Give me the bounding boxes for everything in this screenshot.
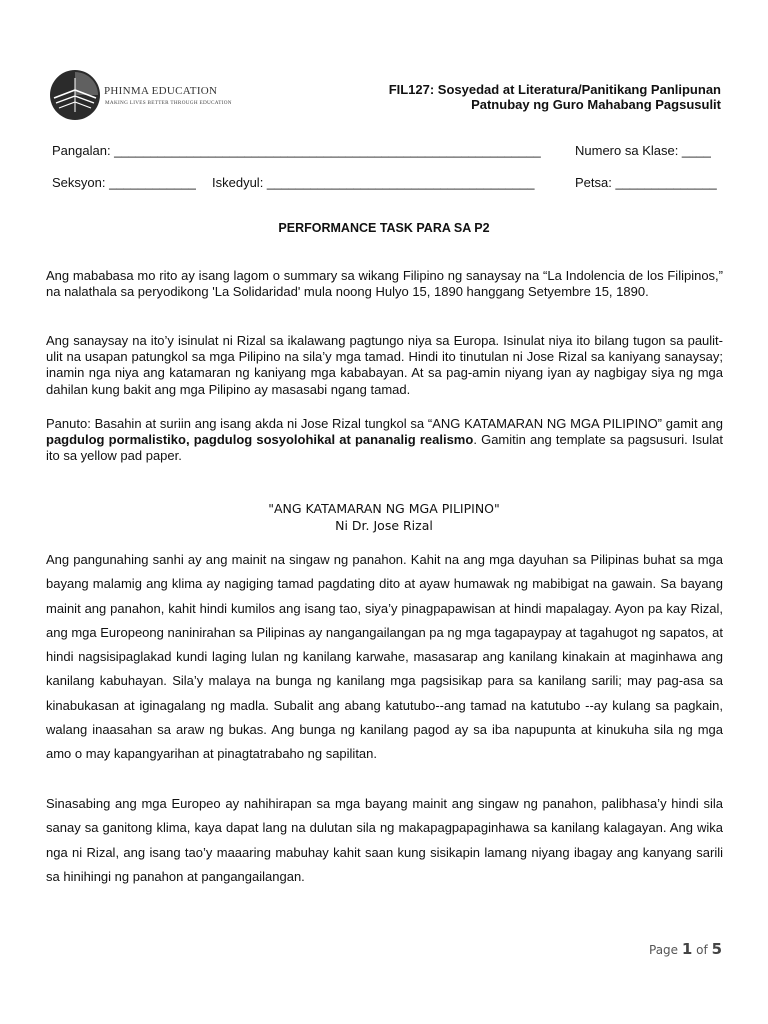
essay-heading [0, 500, 768, 534]
seksyon-field[interactable]: Seksyon: ____________ [52, 175, 196, 190]
numero-field[interactable]: Numero sa Klase: ____ [575, 143, 711, 158]
intro-paragraph-1: Ang mababasa mo rito ay isang lagom o summary sa wikang Filipino ng sanaysay na “La Indolencia de los Filipinos,” na nalathala sa peryodikong 'La Solidaridad' mula noong Hulyo 15, 1890 hanggang Setyembre 15, 1890. [46, 268, 723, 300]
essay-author: Ni Dr. Jose Rizal [335, 518, 433, 533]
page-current: 1 [681, 940, 693, 958]
course-title: FIL127: Sosyedad at Literatura/Panitikang Panlipunan [388, 82, 721, 97]
intro-paragraph-2: Ang sanaysay na ito’y isinulat ni Rizal sa ikalawang pagtungo niya sa Europa. Isinulat niya ito bilang tugon sa paulit-ulit na usapan patungkol sa mga Pilipino na sila’y mga tamad. Hindi ito tinutulan ni Jose Rizal sa kaniyang sanaysay; inamin nga niya ang katamaran ng kaniyang mga kababayan. At sa pag-amin niyang iyan ay nagbigay siya ng mga dahilan kung bakit ang mga Pilipino ay masasabi ngang tamad. [46, 333, 723, 397]
pangalan-field[interactable]: Pangalan: ___________________________________________________________ [52, 143, 541, 158]
petsa-field[interactable]: Petsa: ______________ [575, 175, 717, 190]
task-title: PERFORMANCE TASK PARA SA P2 [278, 221, 490, 235]
course-subtitle: Patnubay ng Guro Mahabang Pagsusulit [471, 97, 721, 112]
phinma-logo [48, 68, 232, 124]
phinma-globe-icon [48, 68, 102, 122]
instructions-text: Panuto: Basahin at suriin ang isang akda ni Jose Rizal tungkol sa “ANG KATAMARAN NG MGA PILIPINO” gamit ang [46, 416, 723, 431]
instructions-text-end: . Gamitin ang template sa pagsusuri. Isulat ito sa yellow pad paper. [46, 432, 724, 464]
page-total: 5 [711, 940, 722, 958]
instructions-paragraph [46, 416, 723, 465]
essay-paragraph-1: Ang pangunahing sanhi ay ang mainit na singaw ng panahon. Kahit na ang mga dayuhan sa Pilipinas buhat sa mga bayang malamig ang klima ay nagiging tamad pagdating dito at ayaw humawak ng mabibigat na gawain. Sa bayang mainit ang panahon, kahit hindi kumilos ang isang tao, siya’y pinagpapawisan at hindi mapalagay. Ayon pa kay Rizal, ang mga Europeong naninirahan sa Pilipinas ay nangangailangan pa ng mga tagapaypay at tagahugot ng sapatos, at hindi nagsisipaglakad kundi laging lulan ng kanilang karwahe, masasarap ang kanilang kinakain at maginhawa ang kanilang kabuhayan. Sila’y malaya na bunga ng kanilang mga pagsisikap para sa kanilang sarili; may pag-asa sa kinabukasan at iginagalang ng madla. Subalit ang abang katutubo--ang tamad na katutubo --ay kulang sa pagkain, walang inaasahan sa araw ng bukas. Ang bunga ng kanilang pagod ay sa iba napupunta at kinukuha sila ng mga amo o may kapangyarihan at pinagtatrabaho ng sapilitan. [46, 552, 723, 762]
logo-tagline: MAKING LIVES BETTER THROUGH EDUCATION [105, 100, 232, 106]
page-word: Page [649, 943, 679, 957]
instructions-bold: pagdulog pormalistiko, pagdulog sosyolohikal at pananalig realismo [46, 432, 474, 448]
course-header [389, 82, 721, 112]
iskedyul-field[interactable]: Iskedyul: _____________________________________ [212, 175, 535, 190]
logo-name: PHINMA EDUCATION [104, 85, 218, 97]
of-word: of [696, 943, 708, 957]
page-number [649, 940, 722, 958]
essay-paragraph-2: Sinasabing ang mga Europeo ay nahihirapan sa mga bayang mainit ang singaw ng panahon, palibhasa’y hindi sila sanay sa ganitong klima, kaya dapat lang na dulutan sila ng makapagpapaginhawa sa kanilang kalagayan. Ang wika nga ni Rizal, ang isang tao’y maaaring mabuhay kahit saan kung sisikapin lamang niyang ibagay ang kanyang sarili sa hinihingi ng panahon at pangangailangan. [46, 796, 723, 884]
essay-title: "ANG KATAMARAN NG MGA PILIPINO" [268, 501, 500, 516]
